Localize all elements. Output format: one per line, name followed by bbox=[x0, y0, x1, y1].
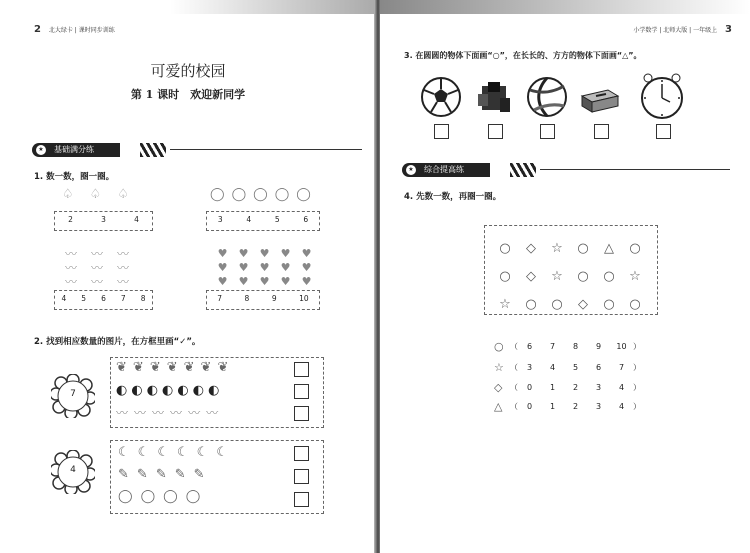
option-number[interactable]: 8 bbox=[244, 294, 250, 303]
apple-icon: ◯ bbox=[210, 187, 225, 202]
tomato-icon: ◯ bbox=[118, 489, 133, 504]
peach-icon: ♤ bbox=[117, 187, 129, 202]
panda-row bbox=[116, 384, 219, 398]
option-number[interactable]: 6 bbox=[526, 342, 533, 351]
panda-icon: ◐ bbox=[192, 383, 205, 398]
checkbox[interactable] bbox=[294, 446, 309, 461]
tomato-icon: ◯ bbox=[185, 489, 201, 504]
tomato-icon: ◯ bbox=[140, 489, 156, 504]
soccer-ball-icon bbox=[420, 76, 462, 118]
strawberry-icon: ♥ bbox=[301, 261, 312, 274]
banana-icon: ☾ bbox=[196, 445, 209, 460]
tomato-row bbox=[118, 490, 200, 504]
option-number[interactable]: 4 bbox=[549, 363, 556, 372]
option-number[interactable]: 7 bbox=[549, 342, 556, 351]
puzzle-cube-icon bbox=[474, 78, 514, 118]
circle-shape: ○ bbox=[603, 297, 615, 312]
strawberry-icon: ♥ bbox=[259, 247, 270, 260]
option-number[interactable]: 8 bbox=[572, 342, 579, 351]
strawberry-icon: ♥ bbox=[217, 247, 228, 260]
peach-icon: ♤ bbox=[62, 187, 74, 202]
section-band-basic bbox=[32, 143, 362, 157]
dolphin-options bbox=[54, 294, 153, 303]
apple-icon: ◯ bbox=[296, 187, 311, 202]
medal-icon: ★ bbox=[36, 145, 46, 155]
fish-row bbox=[116, 406, 218, 420]
option-number[interactable]: 1 bbox=[549, 383, 556, 392]
banana-icon: ☾ bbox=[157, 445, 169, 460]
banana-row bbox=[118, 446, 228, 460]
page-shadow bbox=[170, 0, 376, 14]
page-shadow bbox=[380, 0, 750, 14]
section-label: 综合提高练 bbox=[424, 165, 464, 174]
leaf-icon: ❦ bbox=[116, 360, 127, 375]
dolphin-icon: 〰 bbox=[116, 247, 129, 261]
volleyball-icon bbox=[526, 76, 568, 118]
option-number[interactable]: 6 bbox=[595, 363, 602, 372]
star-shape: ☆ bbox=[629, 269, 641, 284]
option-number[interactable]: 4 bbox=[61, 294, 67, 303]
strawberry-icon: ♥ bbox=[259, 261, 270, 274]
option-number[interactable]: 7 bbox=[120, 294, 126, 303]
carrot-icon: ✎ bbox=[136, 467, 148, 482]
option-number[interactable]: 7 bbox=[618, 363, 625, 372]
option-number[interactable]: 2 bbox=[68, 215, 73, 224]
option-number[interactable]: 8 bbox=[140, 294, 146, 303]
panda-icon: ◐ bbox=[116, 383, 128, 398]
dolphin-icon: 〰 bbox=[64, 247, 77, 261]
circle-shape: ○ bbox=[551, 297, 563, 312]
clock-icon bbox=[638, 72, 686, 120]
shapes-grid bbox=[492, 235, 652, 319]
fish-icon: 〰 bbox=[206, 406, 219, 420]
circle-shape: ○ bbox=[494, 340, 504, 353]
strawberry-icon: ♥ bbox=[238, 247, 249, 260]
flower-number: 7 bbox=[70, 389, 76, 399]
flower-number: 4 bbox=[70, 465, 76, 475]
fish-icon: 〰 bbox=[134, 406, 147, 420]
leaf-icon: ❦ bbox=[149, 360, 161, 375]
circle-shape: ○ bbox=[499, 241, 511, 256]
fish-icon: 〰 bbox=[152, 406, 165, 420]
circle-shape: ○ bbox=[603, 269, 615, 284]
option-number[interactable]: 3 bbox=[217, 215, 223, 224]
option-number[interactable]: 4 bbox=[618, 383, 625, 392]
option-number[interactable]: 3 bbox=[595, 402, 602, 411]
option-number[interactable]: 5 bbox=[572, 363, 579, 372]
option-number[interactable]: 4 bbox=[246, 215, 252, 224]
dolphin-icon: 〰 bbox=[64, 261, 77, 275]
apple-icon: ◯ bbox=[274, 187, 290, 202]
circle-shape: ○ bbox=[629, 241, 641, 256]
strawberry-icon: ♥ bbox=[217, 275, 228, 288]
peach-row bbox=[62, 188, 129, 202]
left-header bbox=[34, 24, 115, 35]
answer-box[interactable] bbox=[540, 124, 555, 139]
option-number[interactable]: 0 bbox=[526, 402, 533, 411]
lesson-subtitle: 第 1 课时 欢迎新同学 bbox=[130, 88, 246, 101]
banana-icon: ☾ bbox=[176, 445, 189, 460]
strawberry-icon: ♥ bbox=[238, 275, 249, 288]
dolphin-group bbox=[58, 247, 148, 289]
checkbox[interactable] bbox=[294, 469, 309, 484]
answer-box[interactable] bbox=[656, 124, 671, 139]
peach-options bbox=[54, 215, 153, 224]
leaf-icon: ❦ bbox=[183, 360, 195, 375]
lesson-title: 可爱的校园 bbox=[150, 62, 226, 80]
dolphin-icon: 〰 bbox=[64, 275, 77, 289]
star-shape: ☆ bbox=[551, 241, 563, 256]
strawberry-icon: ♥ bbox=[259, 275, 270, 288]
strawberry-icon: ♥ bbox=[280, 247, 291, 260]
strawberry-icon: ♥ bbox=[238, 261, 249, 274]
circle-shape: ○ bbox=[577, 269, 589, 284]
option-number[interactable]: 10 bbox=[299, 294, 309, 303]
circle-shape: ○ bbox=[525, 297, 537, 312]
q2-prompt: 2. 找到相应数量的图片，在方框里画“✓”。 bbox=[34, 337, 201, 347]
leaf-row bbox=[116, 361, 228, 375]
fish-icon: 〰 bbox=[116, 406, 129, 420]
strawberry-icon: ♥ bbox=[301, 275, 312, 288]
option-number[interactable]: 2 bbox=[572, 402, 579, 411]
option-number[interactable]: 3 bbox=[595, 383, 602, 392]
option-number[interactable]: 4 bbox=[618, 402, 625, 411]
circle-shape: ○ bbox=[499, 269, 511, 284]
triangle-shape: △ bbox=[494, 400, 503, 413]
strawberry-icon: ♥ bbox=[280, 261, 291, 274]
option-number[interactable]: 6 bbox=[101, 294, 106, 303]
stripes-decoration bbox=[140, 143, 166, 157]
circle-shape: ○ bbox=[629, 297, 641, 312]
leaf-icon: ❦ bbox=[132, 360, 144, 375]
fish-icon: 〰 bbox=[170, 406, 183, 420]
option-number[interactable]: 9 bbox=[271, 294, 277, 303]
panda-icon: ◐ bbox=[131, 383, 143, 398]
banana-icon: ☾ bbox=[118, 445, 130, 460]
section-band-advanced bbox=[402, 163, 730, 177]
answer-row-circle: ○ （ 6 7 8 9 10 ） bbox=[494, 340, 641, 353]
carrot-row bbox=[118, 468, 205, 482]
dolphin-icon: 〰 bbox=[90, 261, 103, 275]
left-header-text: 北大绿卡 | 课时同步训练 bbox=[48, 27, 115, 34]
answer-row-star: ☆ （ 3 4 5 6 7 ） bbox=[494, 361, 641, 374]
dolphin-icon: 〰 bbox=[90, 247, 103, 261]
triangle-shape: △ bbox=[604, 241, 614, 256]
diamond-shape: ◇ bbox=[526, 241, 536, 256]
diamond-shape: ◇ bbox=[578, 297, 588, 312]
peach-icon: ♤ bbox=[89, 187, 102, 202]
right-page bbox=[380, 0, 750, 553]
leaf-icon: ❦ bbox=[200, 360, 212, 375]
option-number[interactable]: 5 bbox=[274, 215, 280, 224]
option-number[interactable]: 10 bbox=[616, 342, 627, 351]
leaf-icon: ❦ bbox=[166, 360, 178, 375]
carrot-icon: ✎ bbox=[193, 467, 205, 482]
carrot-icon: ✎ bbox=[174, 467, 186, 482]
checkbox[interactable] bbox=[294, 492, 309, 507]
option-number[interactable]: 3 bbox=[101, 215, 106, 224]
q1-prompt: 1. 数一数，圈一圈。 bbox=[34, 172, 115, 182]
apple-options bbox=[206, 215, 320, 224]
diamond-shape: ◇ bbox=[494, 381, 503, 394]
strawberry-group bbox=[212, 247, 322, 289]
medal-icon: ★ bbox=[406, 165, 416, 175]
option-number[interactable]: 0 bbox=[526, 383, 533, 392]
panda-icon: ◐ bbox=[177, 383, 189, 398]
q3-prompt: 3. 在圆圆的物体下面画“○”，在长长的、方方的物体下面画“△”。 bbox=[404, 51, 642, 60]
answer-box[interactable] bbox=[488, 124, 503, 139]
tomato-icon: ◯ bbox=[163, 489, 178, 504]
option-number[interactable]: 3 bbox=[526, 363, 533, 372]
circle-shape: ○ bbox=[577, 241, 589, 256]
right-page-number: 3 bbox=[725, 24, 732, 35]
star-shape: ☆ bbox=[499, 297, 511, 312]
checkbox[interactable] bbox=[294, 362, 309, 377]
option-number[interactable]: 1 bbox=[549, 402, 556, 411]
stripes-decoration bbox=[510, 163, 536, 177]
option-number[interactable]: 9 bbox=[595, 342, 602, 351]
strawberry-icon: ♥ bbox=[280, 275, 291, 288]
option-number[interactable]: 4 bbox=[134, 215, 139, 224]
option-number[interactable]: 2 bbox=[572, 383, 579, 392]
answer-box[interactable] bbox=[434, 124, 449, 139]
section-rule bbox=[540, 169, 730, 170]
dolphin-icon: 〰 bbox=[90, 275, 103, 289]
dolphin-icon: 〰 bbox=[116, 275, 129, 289]
right-header bbox=[633, 24, 732, 35]
panda-icon: ◐ bbox=[208, 383, 220, 398]
answer-row-diamond: ◇ （ 0 1 2 3 4 ） bbox=[494, 381, 641, 394]
dolphin-icon: 〰 bbox=[116, 261, 129, 275]
answer-box[interactable] bbox=[594, 124, 609, 139]
strawberry-options bbox=[206, 294, 320, 303]
star-shape: ☆ bbox=[551, 269, 563, 284]
star-shape: ☆ bbox=[494, 361, 504, 374]
section-label: 基础满分练 bbox=[54, 145, 94, 154]
left-page-number: 2 bbox=[34, 24, 41, 35]
strawberry-icon: ♥ bbox=[301, 247, 312, 260]
carrot-icon: ✎ bbox=[155, 467, 167, 482]
panda-icon: ◐ bbox=[162, 383, 174, 398]
checkbox[interactable] bbox=[294, 406, 309, 421]
option-number[interactable]: 7 bbox=[217, 294, 223, 303]
leaf-icon: ❦ bbox=[217, 360, 229, 375]
strawberry-icon: ♥ bbox=[217, 261, 228, 274]
panda-icon: ◐ bbox=[146, 383, 159, 398]
apple-icon: ◯ bbox=[253, 187, 268, 202]
diamond-shape: ◇ bbox=[526, 269, 536, 284]
banana-icon: ☾ bbox=[216, 445, 228, 460]
carrot-icon: ✎ bbox=[118, 467, 129, 482]
checkbox[interactable] bbox=[294, 384, 309, 399]
apple-icon: ◯ bbox=[231, 187, 247, 202]
banana-icon: ☾ bbox=[137, 445, 150, 460]
option-number[interactable]: 6 bbox=[303, 215, 309, 224]
apple-row bbox=[210, 188, 311, 202]
answer-row-triangle: △ （ 0 1 2 3 4 ） bbox=[494, 400, 641, 413]
option-number[interactable]: 5 bbox=[81, 294, 87, 303]
fish-icon: 〰 bbox=[188, 406, 201, 420]
right-header-text: 小学数学 | 北师大版 | 一年级上 bbox=[633, 27, 718, 34]
tissue-box-icon bbox=[578, 84, 622, 114]
q4-prompt: 4. 先数一数，再圈一圈。 bbox=[404, 192, 502, 202]
section-rule bbox=[170, 149, 362, 150]
